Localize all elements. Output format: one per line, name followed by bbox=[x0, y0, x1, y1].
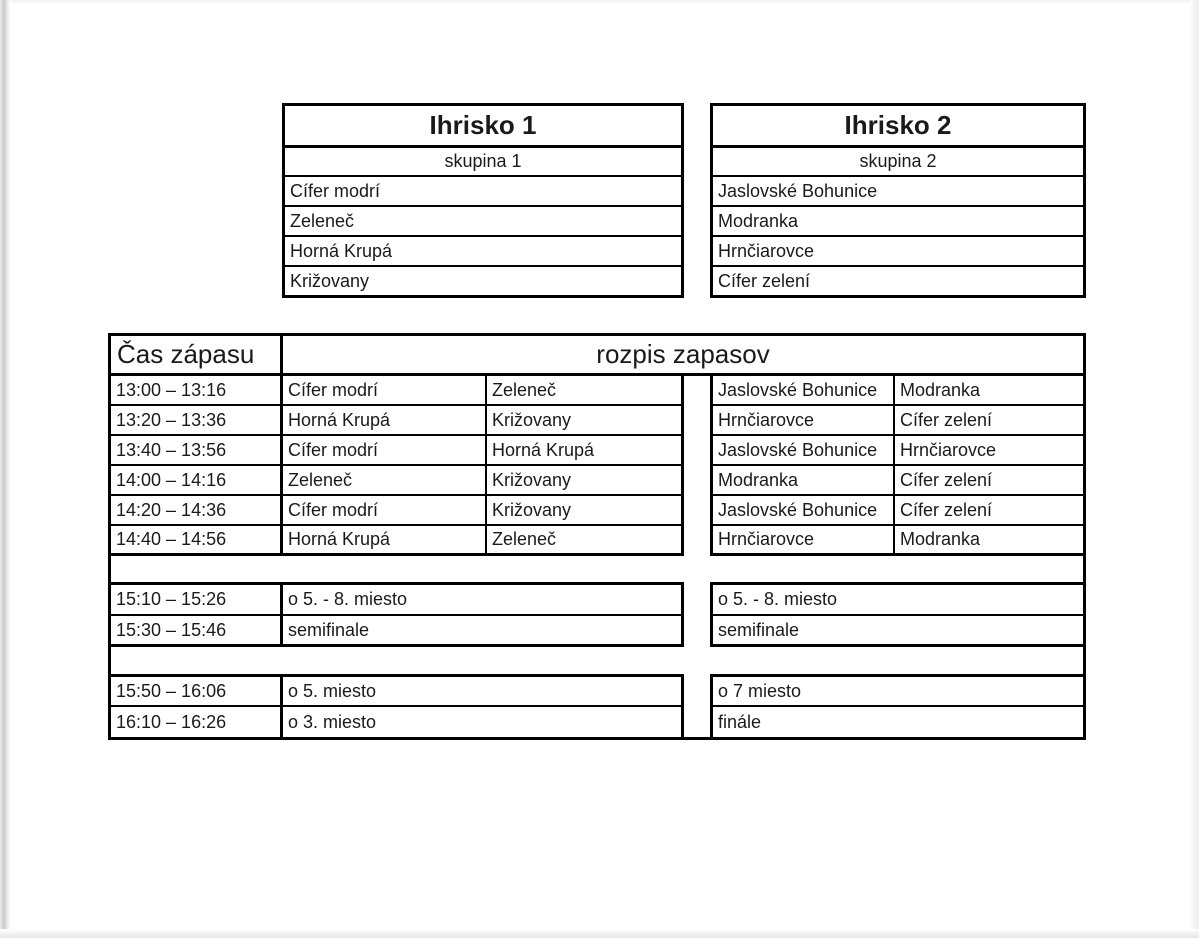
group-match-row bbox=[111, 496, 1083, 526]
group-table-pitch2 bbox=[710, 103, 1086, 298]
pitch1-match-label: o 5. miesto bbox=[283, 677, 684, 707]
spacer-cell bbox=[710, 647, 1083, 677]
pitch1-home-team: Horná Krupá bbox=[283, 526, 487, 556]
team-name: Modranka bbox=[713, 207, 1083, 237]
column-gap bbox=[684, 616, 710, 647]
pitch2-home-team: Jaslovské Bohunice bbox=[710, 376, 895, 406]
column-gap bbox=[684, 436, 710, 466]
pitch-title: Ihrisko 1 bbox=[285, 106, 681, 148]
column-gap bbox=[684, 585, 710, 616]
schedule-spacer-row bbox=[111, 556, 1083, 585]
pitch2-home-team: Modranka bbox=[710, 466, 895, 496]
knockout-match-row bbox=[111, 707, 1083, 737]
pitch1-home-team: Cífer modrí bbox=[283, 496, 487, 526]
team-name: Cífer zelení bbox=[718, 270, 811, 291]
column-gap bbox=[684, 406, 710, 436]
pitch2-away-team: Modranka bbox=[895, 376, 1083, 406]
team-name: Horná Krupá bbox=[285, 237, 681, 267]
matches-column-header: rozpis zapasov bbox=[283, 336, 1083, 376]
spacer-cell bbox=[111, 556, 684, 585]
pitch1-away-team: Zeleneč bbox=[487, 526, 684, 556]
pitch2-home-team: Hrnčiarovce bbox=[710, 526, 895, 556]
pitch1-home-team: Zeleneč bbox=[283, 466, 487, 496]
match-time: 15:30 – 15:46 bbox=[111, 616, 283, 647]
pitch2-away-team: Hrnčiarovce bbox=[895, 436, 1083, 466]
group-match-row bbox=[111, 436, 1083, 466]
pitch2-away-team: Cífer zelení bbox=[895, 406, 1083, 436]
pitch2-match-label: semifinale bbox=[710, 616, 1083, 647]
knockout-match-row bbox=[111, 677, 1083, 707]
group-table-pitch1 bbox=[282, 103, 684, 298]
pitch1-away-team: Zeleneč bbox=[487, 376, 684, 406]
pitch1-away-team: Križovany bbox=[487, 496, 684, 526]
group-match-row bbox=[111, 466, 1083, 496]
pitch2-home-team: Jaslovské Bohunice bbox=[710, 496, 895, 526]
pitch-title: Ihrisko 2 bbox=[713, 106, 1083, 148]
team-name: Zeleneč bbox=[285, 207, 681, 237]
team-name: Hrnčiarovce bbox=[713, 237, 1083, 267]
column-gap bbox=[684, 677, 710, 707]
schedule-spacer-row bbox=[111, 647, 1083, 677]
match-time: 15:10 – 15:26 bbox=[111, 585, 283, 616]
spacer-cell bbox=[710, 556, 1083, 585]
match-time: 15:50 – 16:06 bbox=[111, 677, 283, 707]
knockout-match-row bbox=[111, 616, 1083, 647]
pitch1-home-team: Horná Krupá bbox=[283, 406, 487, 436]
column-gap bbox=[684, 496, 710, 526]
spacer-cell bbox=[111, 647, 684, 677]
column-gap bbox=[684, 647, 710, 677]
schedule-header-row bbox=[111, 336, 1083, 376]
column-gap bbox=[684, 556, 710, 585]
column-gap bbox=[684, 526, 710, 556]
knockout-match-row bbox=[111, 585, 1083, 616]
photo-edge-top bbox=[0, 0, 1199, 4]
photo-edge-right bbox=[1190, 0, 1199, 938]
team-name: Križovany bbox=[290, 270, 370, 291]
group-match-row bbox=[111, 406, 1083, 436]
pitch1-away-team: Križovany bbox=[487, 406, 684, 436]
column-gap bbox=[684, 376, 710, 406]
group-match-row bbox=[111, 526, 1083, 556]
pitch2-home-team: Jaslovské Bohunice bbox=[710, 436, 895, 466]
match-time: 14:40 – 14:56 bbox=[111, 526, 283, 556]
pitch2-away-team: Cífer zelení bbox=[895, 496, 1083, 526]
pitch1-home-team: Cífer modrí bbox=[283, 436, 487, 466]
match-time: 14:20 – 14:36 bbox=[111, 496, 283, 526]
photo-edge-left bbox=[0, 0, 11, 938]
match-time: 16:10 – 16:26 bbox=[111, 707, 283, 737]
pitch2-match-label: finále bbox=[710, 707, 1083, 737]
column-gap bbox=[684, 707, 710, 737]
time-column-header: Čas zápasu bbox=[111, 336, 283, 376]
pitch2-match-label: o 7 miesto bbox=[710, 677, 1083, 707]
pitch1-home-team: Cífer modrí bbox=[283, 376, 487, 406]
group-match-row bbox=[111, 376, 1083, 406]
schedule-table bbox=[108, 333, 1086, 740]
pitch1-match-label: semifinale bbox=[283, 616, 684, 647]
photo-edge-bottom bbox=[0, 929, 1199, 938]
match-time: 13:20 – 13:36 bbox=[111, 406, 283, 436]
match-time: 14:00 – 14:16 bbox=[111, 466, 283, 496]
pitch2-match-label: o 5. - 8. miesto bbox=[710, 585, 1083, 616]
pitch2-away-team: Cífer zelení bbox=[895, 466, 1083, 496]
pitch2-away-team: Modranka bbox=[895, 526, 1083, 556]
group-subtitle: skupina 2 bbox=[713, 148, 1083, 177]
team-name: Cífer modrí bbox=[285, 177, 681, 207]
pitch1-match-label: o 5. - 8. miesto bbox=[283, 585, 684, 616]
match-time: 13:00 – 13:16 bbox=[111, 376, 283, 406]
pitch1-away-team: Horná Krupá bbox=[487, 436, 684, 466]
pitch1-away-team: Križovany bbox=[487, 466, 684, 496]
match-time: 13:40 – 13:56 bbox=[111, 436, 283, 466]
pitch2-home-team: Hrnčiarovce bbox=[710, 406, 895, 436]
team-name: Jaslovské Bohunice bbox=[713, 177, 1083, 207]
group-subtitle: skupina 1 bbox=[285, 148, 681, 177]
pitch1-match-label: o 3. miesto bbox=[283, 707, 684, 737]
column-gap bbox=[684, 466, 710, 496]
